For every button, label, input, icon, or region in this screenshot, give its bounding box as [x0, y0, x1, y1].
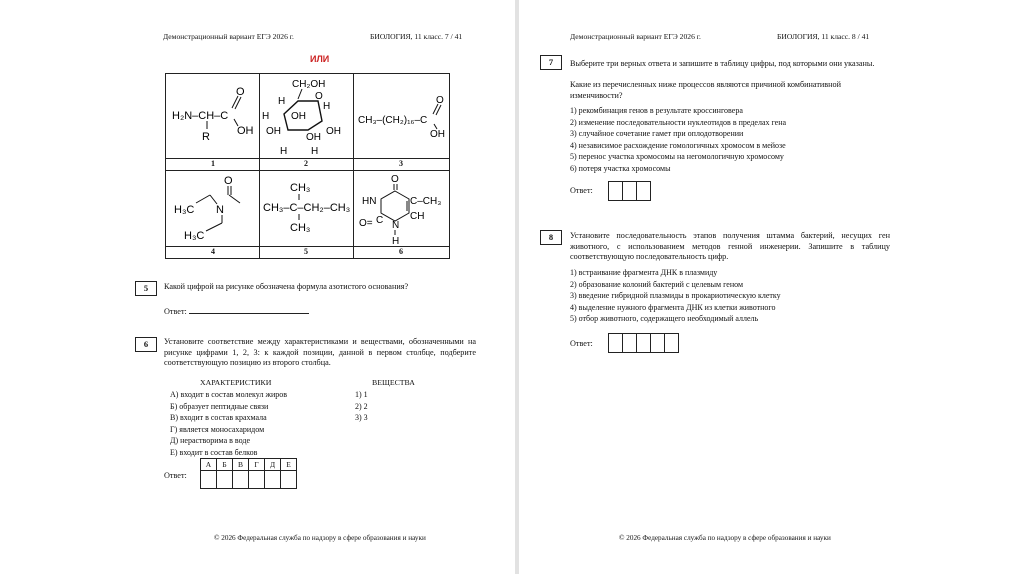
cell-number-2: 2: [304, 159, 308, 168]
svg-text:H₃C: H₃C: [174, 204, 195, 216]
svg-text:O: O: [436, 95, 444, 106]
structure-amino-acid: [166, 74, 259, 158]
page-8: [519, 0, 1024, 574]
svg-text:H: H: [392, 236, 400, 246]
svg-text:O: O: [391, 174, 399, 185]
answer-cell[interactable]: [636, 333, 651, 353]
svg-text:H: H: [323, 101, 331, 112]
list-item: 5) отбор животного, содержащего необходимый аллель: [570, 314, 759, 324]
q5-text: Какой цифрой на рисунке обозначена формула азотистого основания?: [164, 282, 409, 291]
cell-number-4: 4: [211, 247, 215, 256]
structure-amide: [166, 171, 259, 246]
answer-col-header: Б: [217, 459, 233, 471]
svg-text:CH₂OH: CH₂OH: [292, 79, 326, 90]
answer-cell[interactable]: [249, 471, 265, 489]
svg-text:H: H: [280, 146, 288, 157]
svg-text:C: C: [376, 215, 384, 226]
answer-cell[interactable]: [608, 181, 623, 201]
q8-answer-label: Ответ:: [570, 339, 593, 348]
list-item: 2) изменение последовательности нуклеотидов в пределах гена: [570, 117, 787, 127]
q6-characteristics-list: [170, 389, 287, 459]
svg-text:O: O: [236, 86, 245, 98]
q6-substances-list: [355, 389, 368, 424]
q6-col2-title: ВЕЩЕСТВА: [372, 378, 415, 387]
list-item: 4) независимое расхождение гомологичных хромосом в мейозе: [570, 140, 786, 150]
svg-text:O: O: [315, 91, 323, 102]
svg-text:O=: O=: [359, 218, 373, 229]
page-footer: © 2026 Федеральная служба по надзору в сфере образования и науки: [619, 534, 831, 542]
page-footer: © 2026 Федеральная служба по надзору в сфере образования и науки: [214, 534, 426, 542]
list-item: 3) 3: [355, 413, 368, 423]
list-item: 1) рекомбинация генов в результате кроссинговера: [570, 106, 743, 115]
list-item: 3) случайное сочетание гамет при оплодотворении: [570, 129, 744, 139]
svg-text:H: H: [311, 146, 319, 157]
page-header-right: БИОЛОГИЯ, 11 класс. 7 / 41: [370, 32, 463, 41]
q7-answer-boxes: [609, 181, 651, 201]
list-item: В) входит в состав крахмала: [170, 413, 267, 423]
page-header-left: Демонстрационный вариант ЕГЭ 2026 г.: [570, 32, 701, 41]
cell-number-1: 1: [211, 159, 215, 168]
svg-text:CH₃: CH₃: [290, 182, 311, 194]
q8-options-list: [570, 267, 781, 325]
answer-cell[interactable]: [233, 471, 249, 489]
answer-cell[interactable]: [636, 181, 651, 201]
svg-text:H: H: [278, 96, 286, 107]
answer-cell[interactable]: [265, 471, 281, 489]
answer-cell[interactable]: [201, 471, 217, 489]
svg-text:H: H: [262, 111, 270, 122]
q6-answer-table: [200, 458, 297, 489]
list-item: А) входит в состав молекул жиров: [170, 390, 288, 399]
list-item: 5) перенос участка хромосомы на негомологичную хромосому: [570, 152, 784, 162]
answer-col-header: Е: [281, 459, 297, 471]
answer-col-header: Д: [265, 459, 281, 471]
svg-text:CH₃–(CH₂)₁₆–C: CH₃–(CH₂)₁₆–C: [358, 115, 428, 126]
list-item: Е) входит в состав белков: [170, 447, 258, 457]
answer-cell[interactable]: [622, 333, 637, 353]
svg-text:OH: OH: [266, 126, 281, 137]
svg-text:OH: OH: [306, 132, 321, 143]
cell-number-6: 6: [399, 247, 403, 256]
page-header-right: БИОЛОГИЯ, 11 класс. 8 / 41: [777, 32, 870, 41]
question-number-5: 5: [135, 281, 157, 296]
list-item: 1) 1: [355, 390, 368, 399]
q5-answer-label: Ответ:: [164, 307, 187, 316]
question-number-6: 6: [135, 337, 157, 352]
svg-text:OH: OH: [237, 125, 254, 137]
list-item: 6) потеря участка хромосомы: [570, 163, 671, 173]
svg-text:OH: OH: [430, 129, 445, 140]
svg-text:CH: CH: [410, 211, 425, 222]
list-item: 2) образование колоний бактерий с целевым геном: [570, 279, 744, 289]
answer-cell[interactable]: [622, 181, 637, 201]
svg-text:OH: OH: [326, 126, 341, 137]
ili-label: ИЛИ: [310, 54, 330, 64]
svg-text:H₃C: H₃C: [184, 230, 205, 242]
list-item: 3) введение гибридной плазмиды в прокариотическую клетку: [570, 291, 781, 301]
structure-glucose: [260, 74, 353, 158]
cell-number-5: 5: [304, 247, 308, 256]
q7-intro: Выберите три верных ответа и запишите в таблицу цифры, под которыми они указаны.: [570, 59, 875, 68]
list-item: Г) является моносахаридом: [170, 424, 265, 434]
svg-text:C–CH₃: C–CH₃: [410, 196, 442, 207]
svg-text:CH₃: CH₃: [290, 222, 311, 234]
q7-question: Какие из перечисленных ниже процессов являются причиной комбинативной изменчивости?: [570, 80, 842, 100]
page-header-left: Демонстрационный вариант ЕГЭ 2026 г.: [163, 32, 294, 41]
q7-answer-label: Ответ:: [570, 186, 593, 195]
svg-text:H₂N–CH–C: H₂N–CH–C: [172, 110, 229, 122]
answer-cell[interactable]: [281, 471, 297, 489]
svg-text:N: N: [216, 204, 224, 216]
svg-text:N: N: [392, 220, 400, 231]
answer-col-header: В: [233, 459, 249, 471]
list-item: Б) образует пептидные связи: [170, 401, 269, 411]
q6-text: Установите соответствие между характеристиками и веществами, обозначенными на рисунке цифрами 1, 2, 3: к каждой позиции, данной в первом столбце, подберите соответствующую позицию из второго столбца.: [164, 337, 476, 368]
q7-options-list: [570, 105, 786, 175]
q6-col1-title: ХАРАКТЕРИСТИКИ: [200, 378, 272, 387]
q6-answer-label: Ответ:: [164, 471, 187, 480]
structures-grid: [165, 73, 450, 259]
structure-thymine: [354, 171, 449, 246]
q5-answer-row: [164, 305, 309, 318]
list-item: 2) 2: [355, 401, 368, 411]
q8-question: Установите последовательность этапов получения штамма бактерий, несущих ген животного, с использованием методов генной инженерии. Запишите в таблицу соответствующую последовательность цифр.: [570, 231, 890, 262]
structure-fatty-acid: [354, 74, 449, 158]
svg-text:OH: OH: [291, 111, 306, 122]
question-number-7: 7: [540, 55, 562, 70]
answer-cell[interactable]: [650, 333, 665, 353]
answer-col-header: Г: [249, 459, 265, 471]
answer-cell[interactable]: [608, 333, 623, 353]
list-item: Д) нерастворима в воде: [170, 436, 251, 446]
answer-cell[interactable]: [664, 333, 679, 353]
answer-col-header: А: [201, 459, 217, 471]
answer-cell[interactable]: [217, 471, 233, 489]
svg-text:HN: HN: [362, 196, 377, 207]
cell-number-3: 3: [399, 159, 403, 168]
q5-answer-field[interactable]: [189, 305, 309, 314]
q8-answer-boxes: [609, 333, 679, 353]
question-number-8: 8: [540, 230, 562, 245]
list-item: 4) выделение нужного фрагмента ДНК из клетки животного: [570, 302, 776, 312]
svg-text:O: O: [224, 175, 233, 187]
svg-text:CH₃–C–CH₂–CH₃: CH₃–C–CH₂–CH₃: [263, 202, 351, 214]
list-item: 1) встраивание фрагмента ДНК в плазмиду: [570, 268, 718, 277]
svg-text:R: R: [202, 131, 210, 143]
structure-alkane: [260, 171, 353, 246]
